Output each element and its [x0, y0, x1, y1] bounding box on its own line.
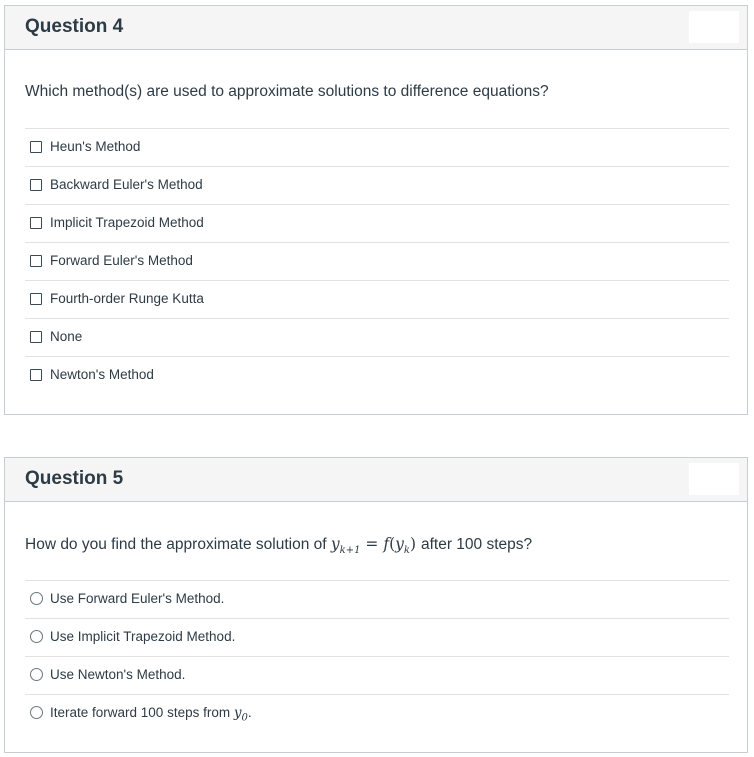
math-subscript: k+1 — [339, 545, 361, 557]
question-4-answers — [25, 128, 729, 394]
question-5-answers — [25, 580, 729, 732]
math-equals: = — [365, 535, 379, 553]
checkbox[interactable] — [30, 141, 42, 153]
question-4-panel — [4, 5, 748, 415]
answer-label: Implicit Trapezoid Method — [50, 215, 204, 230]
radio-button[interactable] — [30, 592, 43, 605]
answer-option[interactable] — [25, 128, 729, 166]
question-5-text — [25, 535, 532, 556]
radio-button[interactable] — [30, 706, 43, 719]
answer-option[interactable] — [25, 166, 729, 204]
question-5-header — [5, 458, 747, 502]
answer-label: Backward Euler's Method — [50, 177, 203, 192]
question-5-title: Question 5 — [25, 468, 124, 489]
math-var: y — [330, 535, 340, 553]
math-expression: $y_{k+1} = f(y_k)$ — [330, 535, 417, 557]
question-5-text-before: How do you find the approximate solution of — [25, 536, 327, 553]
answer-label — [50, 705, 252, 724]
question-4-text: Which method(s) are used to approximate solutions to difference equations? — [25, 83, 549, 100]
answer-text: Iterate forward 100 steps from — [50, 705, 231, 720]
answer-label: Forward Euler's Method — [50, 253, 193, 268]
answer-option[interactable] — [25, 618, 729, 656]
answer-label: Newton's Method — [50, 367, 154, 382]
question-5-panel — [4, 457, 748, 753]
radio-button[interactable] — [30, 668, 43, 681]
answer-label: None — [50, 329, 83, 344]
math-var: y — [233, 705, 242, 721]
checkbox[interactable] — [30, 293, 42, 305]
checkbox[interactable] — [30, 179, 42, 191]
answer-label: Use Forward Euler's Method. — [50, 591, 225, 606]
checkbox[interactable] — [30, 217, 42, 229]
math-function: f — [383, 535, 390, 553]
answer-period: . — [247, 705, 252, 720]
answer-option[interactable] — [25, 580, 729, 618]
question-4-points-box — [689, 11, 739, 43]
answer-option[interactable] — [25, 280, 729, 318]
answer-option[interactable] — [25, 356, 729, 394]
checkbox[interactable] — [30, 331, 42, 343]
answer-label: Use Implicit Trapezoid Method. — [50, 629, 236, 644]
radio-button[interactable] — [30, 630, 43, 643]
math-subscript: 0 — [241, 712, 248, 724]
math-subscript: k — [403, 545, 410, 557]
answer-option[interactable] — [25, 694, 729, 732]
question-4-header — [5, 6, 747, 50]
answer-label: Fourth-order Runge Kutta — [50, 291, 204, 306]
math-expression — [233, 705, 248, 724]
answer-option[interactable] — [25, 318, 729, 356]
answer-option[interactable] — [25, 656, 729, 694]
answer-option[interactable] — [25, 204, 729, 242]
question-4-title: Question 4 — [25, 16, 124, 37]
answer-label: Use Newton's Method. — [50, 667, 186, 682]
question-5-points-box — [689, 463, 739, 495]
math-var: y — [395, 535, 404, 553]
checkbox[interactable] — [30, 255, 42, 267]
checkbox[interactable] — [30, 369, 42, 381]
question-5-text-after: after 100 steps? — [420, 536, 533, 553]
answer-label: Heun's Method — [50, 139, 141, 154]
answer-option[interactable] — [25, 242, 729, 280]
